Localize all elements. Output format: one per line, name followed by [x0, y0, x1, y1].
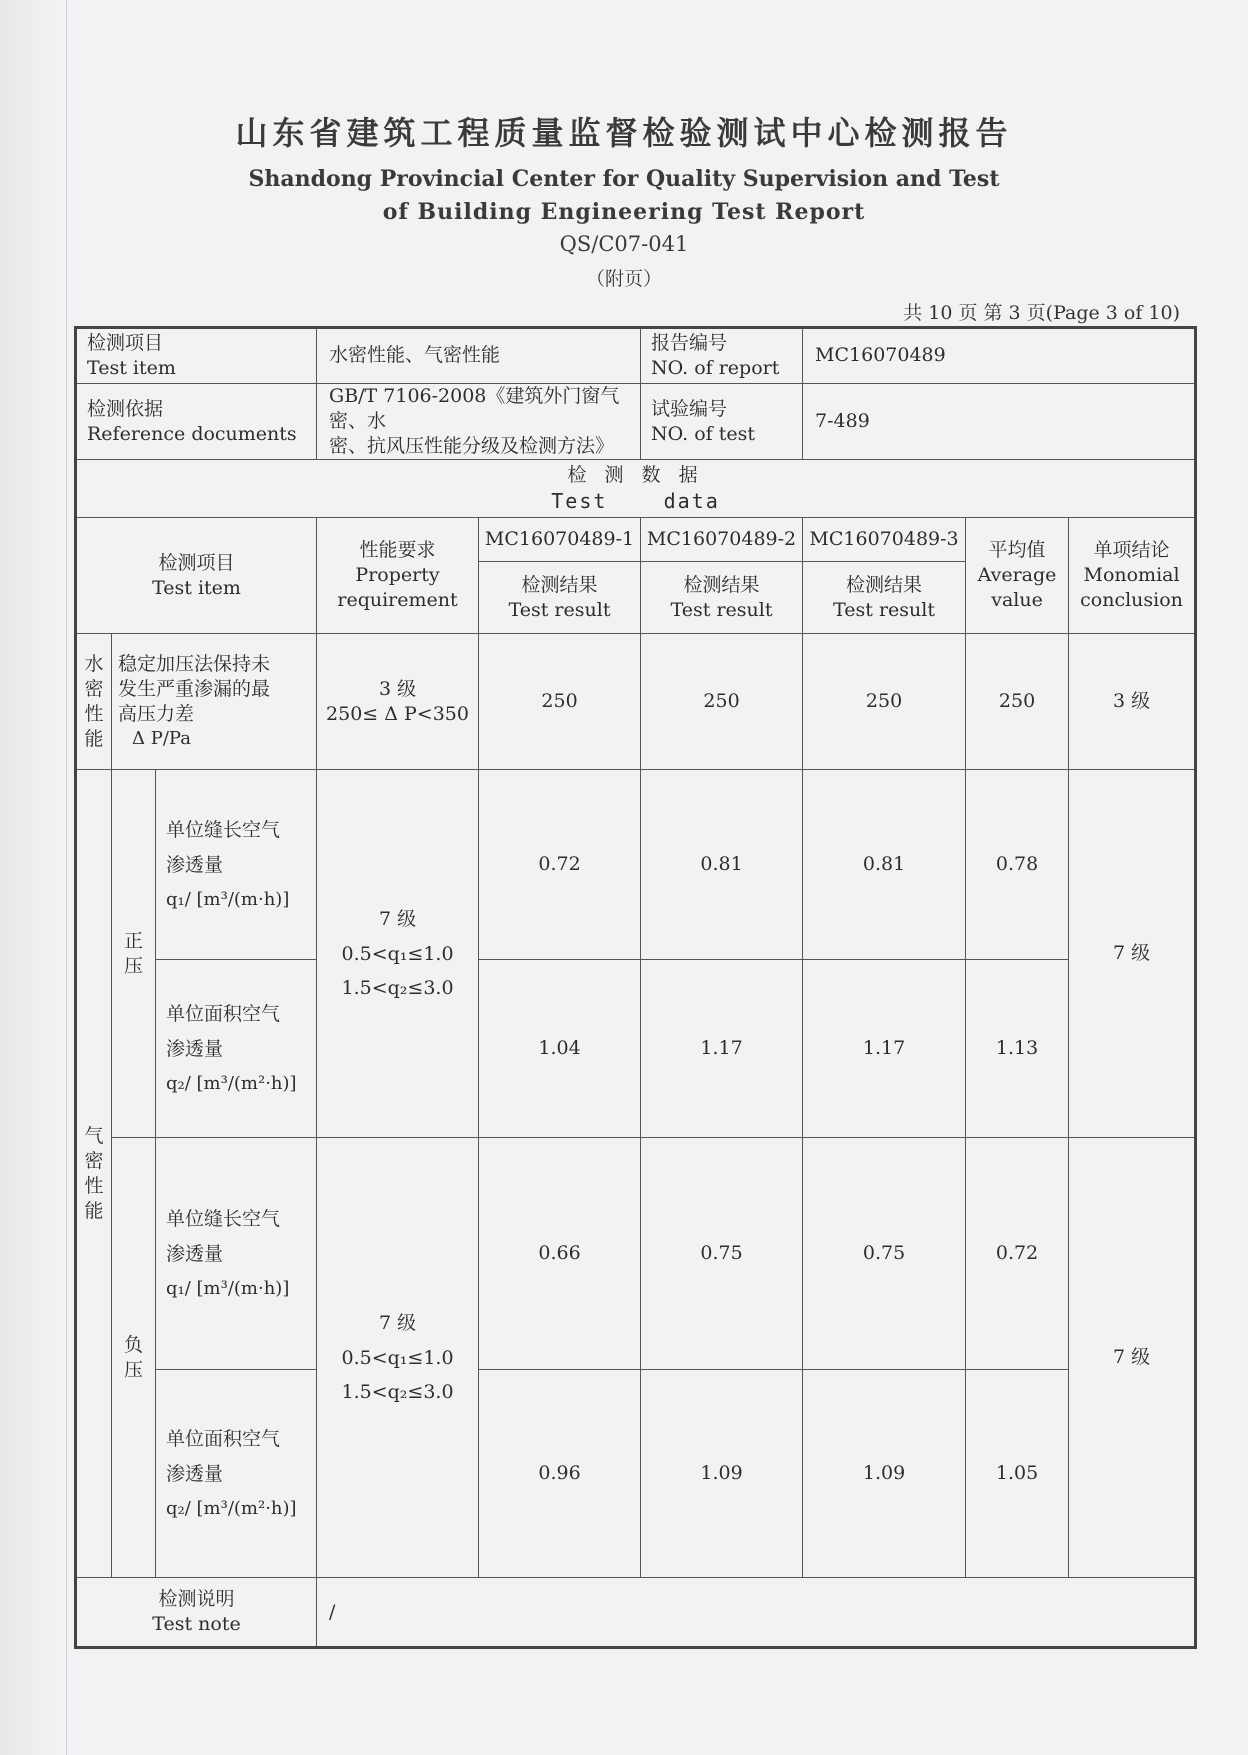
column-test-item — [76, 518, 317, 634]
item-line1: 单位缝长空气 — [166, 818, 281, 841]
column-property-requirement — [317, 518, 479, 634]
air-negative-q2-result-1: 0.96 — [479, 1370, 641, 1578]
test-report-table — [74, 326, 1197, 1649]
info-row-reference — [76, 384, 1196, 460]
item-line1: 单位面积空气 — [166, 1002, 281, 1025]
column-concl-en1: Monomial — [1083, 564, 1180, 587]
air-negative-q1-result-2: 0.75 — [641, 1138, 803, 1370]
item-line2: 渗透量 — [166, 1243, 224, 1266]
appendix-label: （附页） — [585, 268, 662, 290]
air-negative-q1-result-3: 0.75 — [803, 1138, 966, 1370]
data-heading-cn: 检 测 数 据 — [567, 464, 704, 486]
result-label-cn: 检测结果 — [683, 573, 760, 596]
column-sample-3: MC16070489-3 — [803, 518, 966, 562]
air-positive-q2-result-3: 1.17 — [803, 960, 966, 1138]
report-no-label-en: NO. of report — [651, 357, 780, 379]
column-req-cn: 性能要求 — [359, 539, 436, 562]
water-item-unit: Δ P/Pa — [132, 728, 191, 750]
test-no-label-en: NO. of test — [651, 422, 755, 445]
reference-value-line2: 密、抗风压性能分级及检测方法》 — [329, 435, 615, 458]
air-positive-q2-average: 1.13 — [966, 960, 1069, 1138]
water-tightness-category: 水 密 性 能 — [76, 634, 112, 770]
air-negative-q2-result-3: 1.09 — [803, 1370, 966, 1578]
report-title-cn: 山东省建筑工程质量监督检验测试中心检测报告 — [235, 114, 1013, 152]
result-label-en: Test result — [833, 598, 935, 621]
water-item-line3: 高压力差 — [118, 703, 195, 726]
air-positive-q2-item — [156, 960, 317, 1138]
air-positive-q1-result-3: 0.81 — [803, 770, 966, 960]
req-grade: 7 级 — [378, 1312, 417, 1335]
test-item-value: 水密性能、气密性能 — [317, 328, 641, 384]
item-line1: 单位缝长空气 — [166, 1207, 281, 1230]
req-q1: 0.5<q₁≤1.0 — [341, 1346, 454, 1369]
column-header-row-1 — [76, 518, 1196, 562]
air-negative-q1-row — [76, 1138, 1196, 1370]
column-result-3 — [803, 562, 966, 634]
item-line2: 渗透量 — [166, 1038, 224, 1061]
test-item-label-en: Test item — [87, 357, 176, 379]
data-heading — [76, 460, 1196, 518]
air-positive-q2-row — [76, 960, 1196, 1138]
column-test-item-cn: 检测项目 — [158, 551, 235, 574]
report-no-label-cn: 报告编号 — [651, 331, 728, 354]
test-note-value: / — [317, 1578, 1196, 1648]
air-positive-q2-result-2: 1.17 — [641, 960, 803, 1138]
test-note-label-en: Test note — [152, 1613, 241, 1636]
column-result-2 — [641, 562, 803, 634]
item-line2: 渗透量 — [166, 1463, 224, 1486]
test-item-label-cn: 检测项目 — [87, 331, 164, 354]
column-sample-2: MC16070489-2 — [641, 518, 803, 562]
item-unit: q₁/ [m³/(m·h)] — [166, 1278, 290, 1300]
test-no-label — [641, 384, 803, 460]
water-average: 250 — [966, 634, 1069, 770]
air-positive-q1-item — [156, 770, 317, 960]
column-concl-en2: conclusion — [1080, 589, 1183, 612]
info-row-test-item — [76, 328, 1196, 384]
positive-pressure-label: 正 压 — [112, 770, 156, 1138]
air-negative-conclusion: 7 级 — [1069, 1138, 1196, 1578]
item-unit: q₂/ [m³/(m²·h)] — [166, 1073, 297, 1095]
air-negative-q1-result-1: 0.66 — [479, 1138, 641, 1370]
air-negative-q2-average: 1.05 — [966, 1370, 1069, 1578]
reference-label-en: Reference documents — [87, 422, 297, 445]
column-avg-cn: 平均值 — [988, 539, 1046, 562]
air-negative-q2-result-2: 1.09 — [641, 1370, 803, 1578]
report-no-value: MC16070489 — [803, 328, 1196, 384]
report-no-label — [641, 328, 803, 384]
report-title-en-line2: of Building Engineering Test Report — [382, 199, 866, 225]
column-monomial-conclusion — [1069, 518, 1196, 634]
item-unit: q₂/ [m³/(m²·h)] — [166, 1498, 297, 1520]
water-tightness-row — [76, 634, 1196, 770]
result-label-en: Test result — [508, 598, 611, 621]
column-concl-cn: 单项结论 — [1093, 539, 1170, 562]
water-req-range: 250≤ Δ P<350 — [326, 702, 469, 725]
water-item-line1: 稳定加压法保持未 — [118, 653, 271, 676]
air-positive-requirement — [317, 770, 479, 1138]
air-tightness-category: 气 密 性 能 — [76, 770, 112, 1578]
air-positive-q1-result-1: 0.72 — [479, 770, 641, 960]
test-no-value: 7-489 — [803, 384, 1196, 460]
reference-value — [317, 384, 641, 460]
test-item-label — [76, 328, 317, 384]
item-line1: 单位面积空气 — [166, 1427, 281, 1450]
reference-label-cn: 检测依据 — [87, 397, 164, 420]
data-heading-en: Test data — [551, 489, 720, 514]
air-positive-q1-result-2: 0.81 — [641, 770, 803, 960]
column-sample-1: MC16070489-1 — [479, 518, 641, 562]
column-average-value — [966, 518, 1069, 634]
test-no-label-cn: 试验编号 — [651, 397, 728, 420]
report-title-en-line1: Shandong Provincial Center for Quality Supervision and Test — [248, 166, 1000, 192]
item-line2: 渗透量 — [166, 854, 224, 877]
air-positive-conclusion: 7 级 — [1069, 770, 1196, 1138]
air-negative-q2-row — [76, 1370, 1196, 1578]
air-negative-q1-average: 0.72 — [966, 1138, 1069, 1370]
page-info: 共 10 页 第 3 页(Page 3 of 10) — [903, 302, 1180, 324]
water-requirement — [317, 634, 479, 770]
reference-label — [76, 384, 317, 460]
test-note-label — [76, 1578, 317, 1648]
water-result-3: 250 — [803, 634, 966, 770]
req-q2: 1.5<q₂≤3.0 — [341, 1380, 454, 1403]
water-result-1: 250 — [479, 634, 641, 770]
item-unit: q₁/ [m³/(m·h)] — [166, 889, 290, 911]
air-positive-q1-row — [76, 770, 1196, 960]
column-req-en1: Property — [355, 564, 440, 587]
air-negative-requirement — [317, 1138, 479, 1578]
test-note-label-cn: 检测说明 — [158, 1588, 235, 1611]
negative-pressure-label: 负 压 — [112, 1138, 156, 1578]
column-req-en2: requirement — [337, 589, 458, 612]
result-label-cn: 检测结果 — [521, 573, 598, 596]
reference-value-line1: GB/T 7106-2008《建筑外门窗气密、水 — [329, 385, 620, 433]
column-avg-en2: value — [991, 589, 1043, 612]
req-q1: 0.5<q₁≤1.0 — [341, 942, 454, 965]
air-negative-q1-item — [156, 1138, 317, 1370]
req-q2: 1.5<q₂≤3.0 — [341, 976, 454, 999]
result-label-cn: 检测结果 — [846, 573, 923, 596]
air-positive-q1-average: 0.78 — [966, 770, 1069, 960]
column-avg-en1: Average — [977, 564, 1057, 587]
water-item-line2: 发生严重渗漏的最 — [118, 678, 271, 701]
column-result-1 — [479, 562, 641, 634]
air-positive-q2-result-1: 1.04 — [479, 960, 641, 1138]
data-heading-row — [76, 460, 1196, 518]
water-req-grade: 3 级 — [378, 677, 417, 700]
document-code: QS/C07-041 — [559, 232, 689, 256]
air-negative-q2-item — [156, 1370, 317, 1578]
column-test-item-en: Test item — [152, 576, 241, 599]
test-note-row — [76, 1578, 1196, 1648]
water-result-2: 250 — [641, 634, 803, 770]
water-conclusion: 3 级 — [1069, 634, 1196, 770]
result-label-en: Test result — [670, 598, 773, 621]
req-grade: 7 级 — [378, 908, 417, 931]
water-test-item — [112, 634, 317, 770]
